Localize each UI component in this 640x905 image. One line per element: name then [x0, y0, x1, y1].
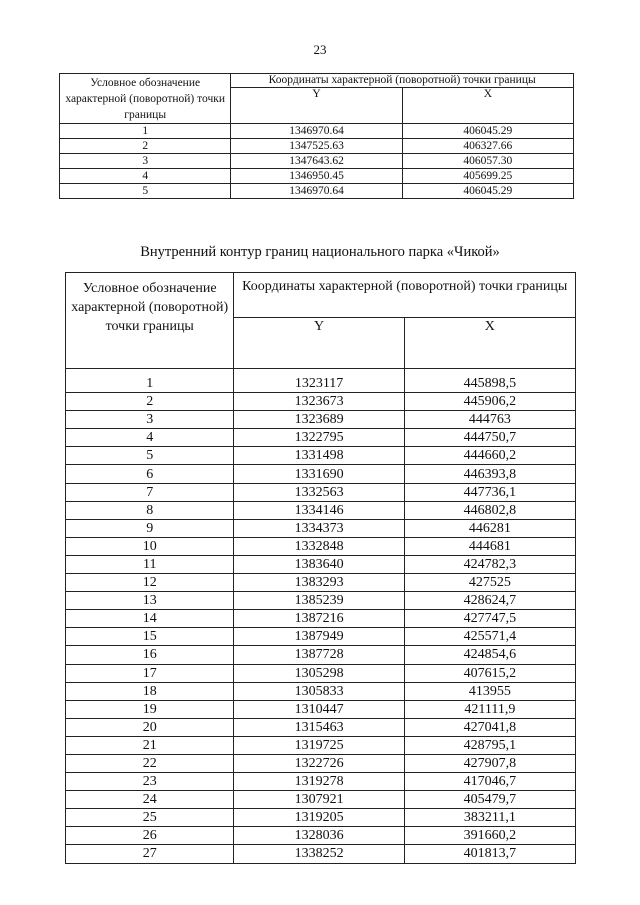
- point-number-cell: 3: [66, 411, 234, 429]
- point-number-cell: 5: [66, 447, 234, 465]
- table-row: [66, 369, 576, 393]
- x-coordinate-cell: 406057.30: [402, 154, 573, 169]
- y-coordinate-cell: 1322726: [234, 754, 404, 772]
- point-number-cell: 26: [66, 827, 234, 845]
- x-coordinate-cell: 421111,9: [404, 700, 575, 718]
- point-number-cell: 1: [66, 369, 234, 393]
- point-number-cell: 1: [60, 124, 231, 139]
- table-row: [66, 682, 576, 700]
- point-number-cell: 21: [66, 736, 234, 754]
- x-coordinate-cell: 405479,7: [404, 791, 575, 809]
- table-row: [66, 700, 576, 718]
- x-coordinate-cell: 406045.29: [402, 124, 573, 139]
- point-number-cell: 13: [66, 592, 234, 610]
- table-row: [66, 411, 576, 429]
- y-column-header: Y: [234, 318, 404, 369]
- point-number-cell: 22: [66, 754, 234, 772]
- y-coordinate-cell: 1387216: [234, 610, 404, 628]
- table-row: [66, 646, 576, 664]
- point-number-cell: 17: [66, 664, 234, 682]
- x-coordinate-cell: 446802,8: [404, 501, 575, 519]
- point-number-cell: 12: [66, 574, 234, 592]
- x-coordinate-cell: 413955: [404, 682, 575, 700]
- table-row: [66, 592, 576, 610]
- y-coordinate-cell: 1323673: [234, 393, 404, 411]
- x-coordinate-cell: 445898,5: [404, 369, 575, 393]
- x-coordinate-cell: 417046,7: [404, 773, 575, 791]
- point-number-cell: 4: [60, 169, 231, 184]
- table-row: [66, 501, 576, 519]
- y-coordinate-cell: 1385239: [234, 592, 404, 610]
- point-number-cell: 9: [66, 519, 234, 537]
- y-coordinate-cell: 1307921: [234, 791, 404, 809]
- y-coordinate-cell: 1387949: [234, 628, 404, 646]
- table-row: [66, 555, 576, 573]
- section-title: Внутренний контур границ национального парка «Чикой»: [140, 244, 500, 260]
- table-row: [60, 184, 574, 199]
- y-coordinate-cell: 1383293: [234, 574, 404, 592]
- table-row: [60, 169, 574, 184]
- y-coordinate-cell: 1347643.62: [231, 154, 402, 169]
- table-row: [66, 736, 576, 754]
- table-row: [60, 139, 574, 154]
- y-coordinate-cell: 1305298: [234, 664, 404, 682]
- table-row: [66, 465, 576, 483]
- y-coordinate-cell: 1310447: [234, 700, 404, 718]
- point-number-cell: 25: [66, 809, 234, 827]
- x-coordinate-cell: 428624,7: [404, 592, 575, 610]
- y-coordinate-cell: 1346970.64: [231, 124, 402, 139]
- x-coordinate-cell: 446393,8: [404, 465, 575, 483]
- y-coordinate-cell: 1322795: [234, 429, 404, 447]
- table-row: [66, 429, 576, 447]
- point-number-cell: 8: [66, 501, 234, 519]
- coordinates-table-inner: [65, 272, 576, 864]
- x-coordinate-cell: 405699.25: [402, 169, 573, 184]
- y-coordinate-cell: 1323689: [234, 411, 404, 429]
- x-coordinate-cell: 445906,2: [404, 393, 575, 411]
- y-coordinate-cell: 1334146: [234, 501, 404, 519]
- table-row: [66, 845, 576, 863]
- y-coordinate-cell: 1331690: [234, 465, 404, 483]
- table-row: [66, 574, 576, 592]
- x-column-header: X: [404, 318, 575, 369]
- x-coordinate-cell: 444681: [404, 537, 575, 555]
- y-coordinate-cell: 1332848: [234, 537, 404, 555]
- coordinates-table-outer: [59, 73, 574, 199]
- x-coordinate-cell: 425571,4: [404, 628, 575, 646]
- y-coordinate-cell: 1334373: [234, 519, 404, 537]
- table-row: [66, 754, 576, 772]
- point-number-cell: 2: [66, 393, 234, 411]
- x-coordinate-cell: 383211,1: [404, 809, 575, 827]
- y-coordinate-cell: 1387728: [234, 646, 404, 664]
- point-number-cell: 5: [60, 184, 231, 199]
- x-coordinate-cell: 427041,8: [404, 718, 575, 736]
- point-number-cell: 14: [66, 610, 234, 628]
- table-row: [66, 827, 576, 845]
- x-coordinate-cell: 427525: [404, 574, 575, 592]
- y-coordinate-cell: 1323117: [234, 369, 404, 393]
- table-row: [60, 154, 574, 169]
- y-coordinate-cell: 1315463: [234, 718, 404, 736]
- x-coordinate-cell: 391660,2: [404, 827, 575, 845]
- y-column-header: Y: [231, 88, 402, 124]
- x-column-header: X: [402, 88, 573, 124]
- y-coordinate-cell: 1319278: [234, 773, 404, 791]
- table-row: [66, 483, 576, 501]
- table-row: [66, 791, 576, 809]
- point-number-cell: 16: [66, 646, 234, 664]
- x-coordinate-cell: 444660,2: [404, 447, 575, 465]
- x-coordinate-cell: 447736,1: [404, 483, 575, 501]
- y-coordinate-cell: 1347525.63: [231, 139, 402, 154]
- coordinates-header: Координаты характерной (поворотной) точки границы: [234, 273, 576, 318]
- x-coordinate-cell: 444750,7: [404, 429, 575, 447]
- x-coordinate-cell: 427747,5: [404, 610, 575, 628]
- point-number-cell: 7: [66, 483, 234, 501]
- table-row: [66, 664, 576, 682]
- point-number-cell: 18: [66, 682, 234, 700]
- point-number-cell: 19: [66, 700, 234, 718]
- table-row: [60, 124, 574, 139]
- table-row: [66, 447, 576, 465]
- y-coordinate-cell: 1346950.45: [231, 169, 402, 184]
- point-number-cell: 4: [66, 429, 234, 447]
- table-body: [66, 369, 576, 864]
- table-row: [66, 537, 576, 555]
- x-coordinate-cell: 406045.29: [402, 184, 573, 199]
- y-coordinate-cell: 1332563: [234, 483, 404, 501]
- x-coordinate-cell: 407615,2: [404, 664, 575, 682]
- y-coordinate-cell: 1319205: [234, 809, 404, 827]
- y-coordinate-cell: 1328036: [234, 827, 404, 845]
- table-row: [66, 610, 576, 628]
- x-coordinate-cell: 401813,7: [404, 845, 575, 863]
- point-number-cell: 2: [60, 139, 231, 154]
- point-number-cell: 27: [66, 845, 234, 863]
- x-coordinate-cell: 428795,1: [404, 736, 575, 754]
- y-coordinate-cell: 1346970.64: [231, 184, 402, 199]
- point-number-cell: 6: [66, 465, 234, 483]
- y-coordinate-cell: 1338252: [234, 845, 404, 863]
- x-coordinate-cell: 424782,3: [404, 555, 575, 573]
- table-row: [66, 628, 576, 646]
- x-coordinate-cell: 444763: [404, 411, 575, 429]
- point-number-cell: 23: [66, 773, 234, 791]
- point-designation-header: Условное обозначение характерной (поворотной) точки границы: [66, 273, 234, 369]
- y-coordinate-cell: 1331498: [234, 447, 404, 465]
- point-number-cell: 24: [66, 791, 234, 809]
- point-number-cell: 3: [60, 154, 231, 169]
- point-number-cell: 10: [66, 537, 234, 555]
- x-coordinate-cell: 446281: [404, 519, 575, 537]
- table-row: [66, 393, 576, 411]
- table-row: [66, 519, 576, 537]
- x-coordinate-cell: 406327.66: [402, 139, 573, 154]
- table-row: [66, 809, 576, 827]
- y-coordinate-cell: 1319725: [234, 736, 404, 754]
- y-coordinate-cell: 1305833: [234, 682, 404, 700]
- point-number-cell: 20: [66, 718, 234, 736]
- y-coordinate-cell: 1383640: [234, 555, 404, 573]
- point-designation-header: Условное обозначение характерной (поворотной) точки границы: [60, 74, 231, 124]
- table-body: [60, 124, 574, 199]
- page-number: 23: [313, 42, 327, 57]
- table-row: [66, 718, 576, 736]
- coordinates-header: Координаты характерной (поворотной) точки границы: [231, 74, 574, 88]
- point-number-cell: 15: [66, 628, 234, 646]
- table-row: [66, 773, 576, 791]
- x-coordinate-cell: 427907,8: [404, 754, 575, 772]
- point-number-cell: 11: [66, 555, 234, 573]
- x-coordinate-cell: 424854,6: [404, 646, 575, 664]
